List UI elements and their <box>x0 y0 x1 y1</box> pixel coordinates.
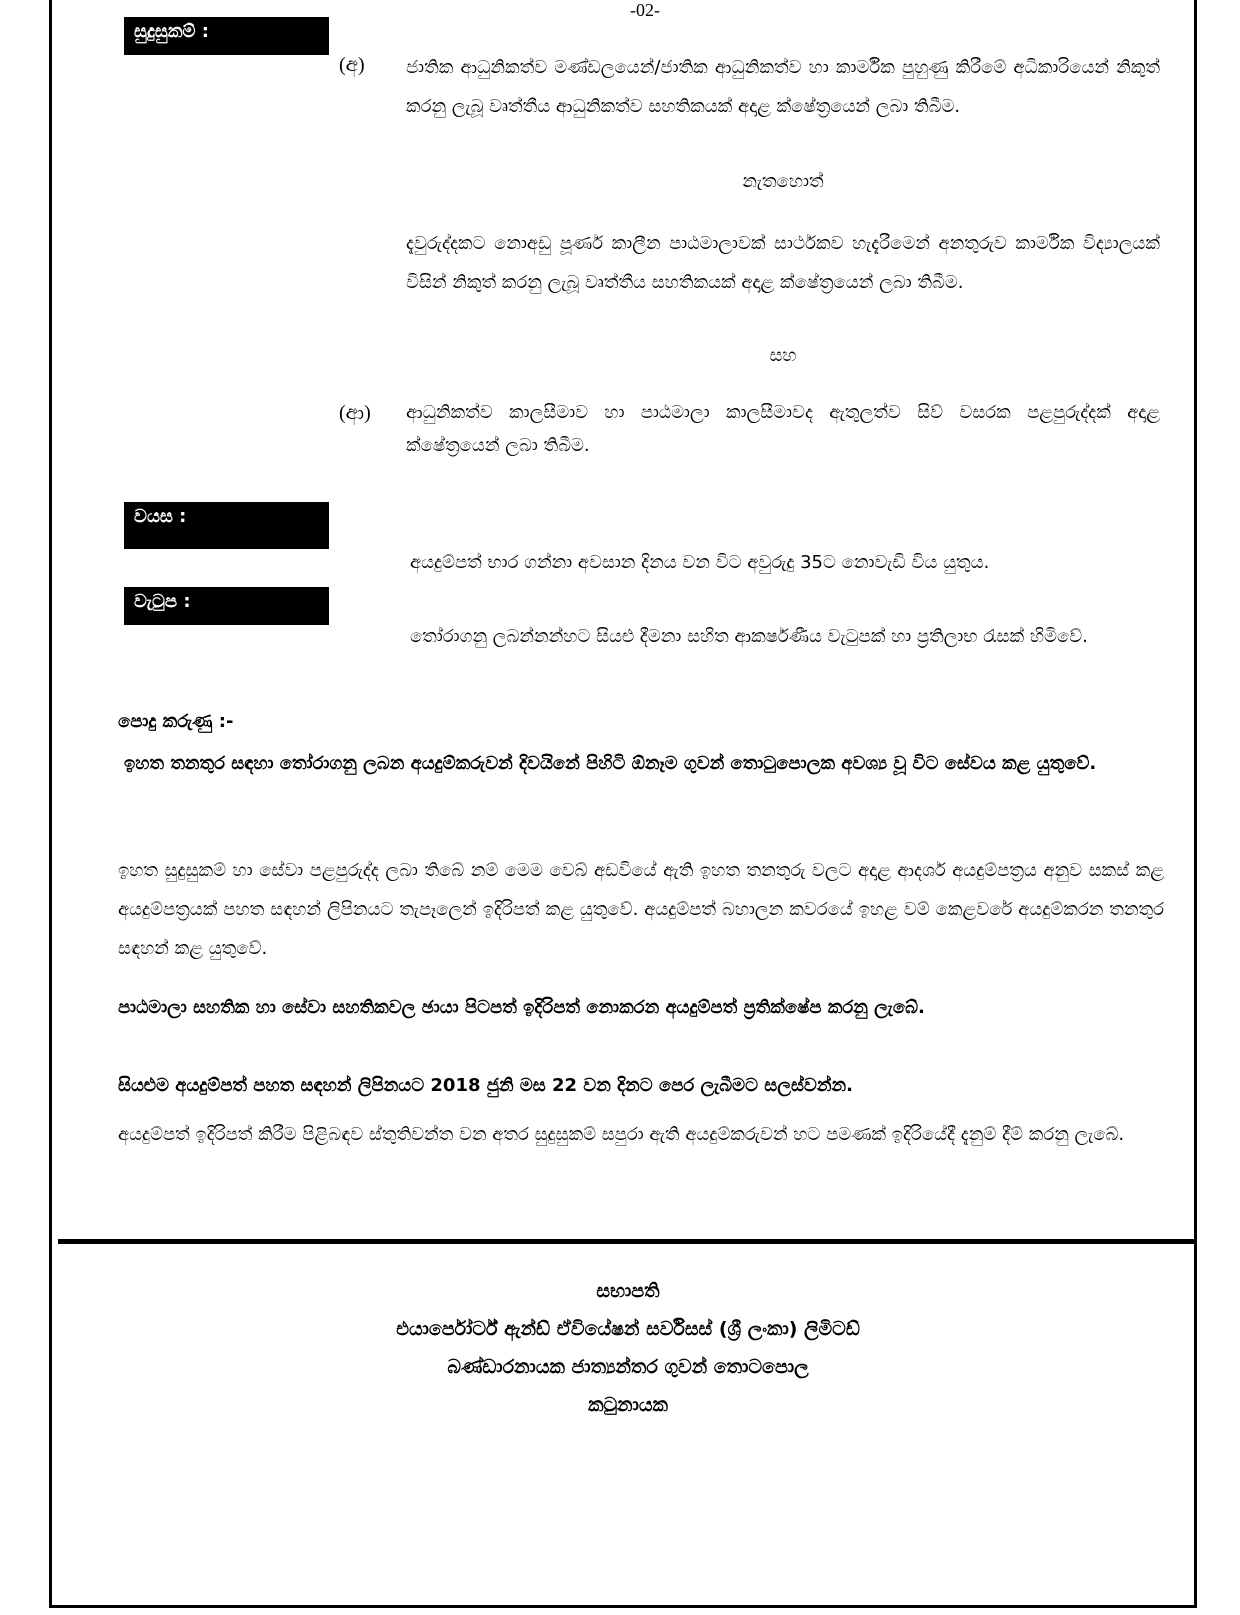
age-label: වයස : <box>124 502 329 549</box>
instructions-paragraph-4: අයදුම්පත් ඉදිරිපත් කිරීම පිළිබඳව ස්තුතිවන්ත වන අතර සුදුසුකම් සපුරා ඇති අයදුම්කරුවන් හට පමණක් ඉදිරියේදී දැනුම් දීම් කරනු ලැබේ. <box>118 1124 1125 1145</box>
instructions-paragraph-1: ඉහත සුදුසුකම් හා සේවා පළපුරුද්ද ලබා තිබේ නම් මෙම වෙබ් අඩවියේ ඇති ඉහත තනතුරු වලට අදාළ ආදර්ශ අයදුම්පත්‍රය අනුව සකස් කළ අයදුම්පත්‍රයක් පහත සඳහන් ලිපිනයට තැපෑලෙන් ඉදිරිපත් කළ යුතුවේ. අයදුම්පත් බහාලන කවරයේ ඉහළ වම් කෙළවරේ අයදුම්කරන තනතුර සඳහන් කළ යුතුවේ. <box>118 860 1164 959</box>
footer-airport: බණ්ඩාරනායක ජාත්‍යන්තර ගුවන් තොටපොල <box>447 1356 809 1378</box>
item-a-alt-text: දැවුරුද්දකට නොඅඩු පූර්ණ කාලීන පාඨමාලාවක් සාර්ථකව හැදැරීමෙන් අනතුරුව කාර්මික විද්‍යාලයක් විසින් නිකුත් කරනු ලැබූ වෘත්තීය සහතිකයක් අදාළ ක්ෂේත්‍රයෙන් ලබා තිබීම. <box>406 233 1160 293</box>
page-border-bottom <box>49 1605 1197 1608</box>
item-b-marker: (ආ) <box>339 402 371 424</box>
and-text: සහ <box>769 345 797 366</box>
general-text: ඉහත තනතුර සඳහා තෝරාගනු ලබන අයදුම්කරුවන් දිවයිනේ පිහිටි ඕනෑම ගුවන් තොටුපොලක අවශ්‍ය වූ විට සේවය කළ යුතුවේ. <box>124 753 1097 774</box>
salary-text: තෝරාගනු ලබන්නන්හට සියළු දීමනා සහිත ආකර්ෂණීය වැටුපක් හා ප්‍රතිලාභ රැසක් හිමිවේ. <box>410 626 1088 647</box>
page-number: -02- <box>630 0 660 20</box>
item-b-text: ආධුනිකත්ව කාලසීමාව හා පාඨමාලා කාලසීමාවද ඇතුලත්ව සිව් වසරක පළපුරුද්දක් අදාළ ක්ෂේත්‍රයෙන් ලබා තිබීම. <box>406 402 1160 456</box>
footer-city: කටුනායක <box>588 1394 668 1416</box>
footer-company: එයාර්පෝර්ට් ඇන්ඩ් ඒවියේෂන් සර්විසස් (ශ්‍රී ලංකා) ලිමිටඩ් <box>396 1318 860 1340</box>
general-label: පොදු කරුණු :- <box>118 711 234 732</box>
instructions-paragraph-2: පාඨමාලා සහතික හා සේවා සහතිකවල ඡායා පිටපත් ඉදිරිපත් නොකරන අයදුම්පත් ප්‍රතික්ෂේප කරනු ලැබේ. <box>118 997 925 1018</box>
or-text: නැතහොත් <box>742 171 824 192</box>
instructions-paragraph-3: සියළුම අයදුම්පත් පහත සඳහන් ලිපිනයට 2018 ජුනි මස 22 වන දිනට පෙර ලැබීමට සලස්වන්න. <box>118 1075 853 1096</box>
footer-title: සභාපති <box>596 1280 660 1302</box>
qualifications-label: සුදුසුකම් : <box>124 17 329 55</box>
item-a-text: ජාතික ආධුනිකත්ව මණ්ඩලයෙන්/ජාතික ආධුනිකත්ව හා කාර්මික පුහුණු කිරීමේ අධිකාරියෙන් නිකුත් කරනු ලැබූ වෘත්තීය ආධුනිකත්ව සහතිකයක් අදාළ ක්ෂේත්‍රයෙන් ලබා තිබීම. <box>406 57 1160 117</box>
section-divider <box>58 1239 1197 1244</box>
age-text: අයදුම්පත් භාර ගන්නා අවසාන දිනය වන විට අවුරුදු 35ට නොවැඩි විය යුතුය. <box>410 552 990 573</box>
page-border-left <box>49 0 52 1608</box>
item-a-marker: (අ) <box>339 54 365 76</box>
salary-label: වැටුප : <box>124 587 329 625</box>
